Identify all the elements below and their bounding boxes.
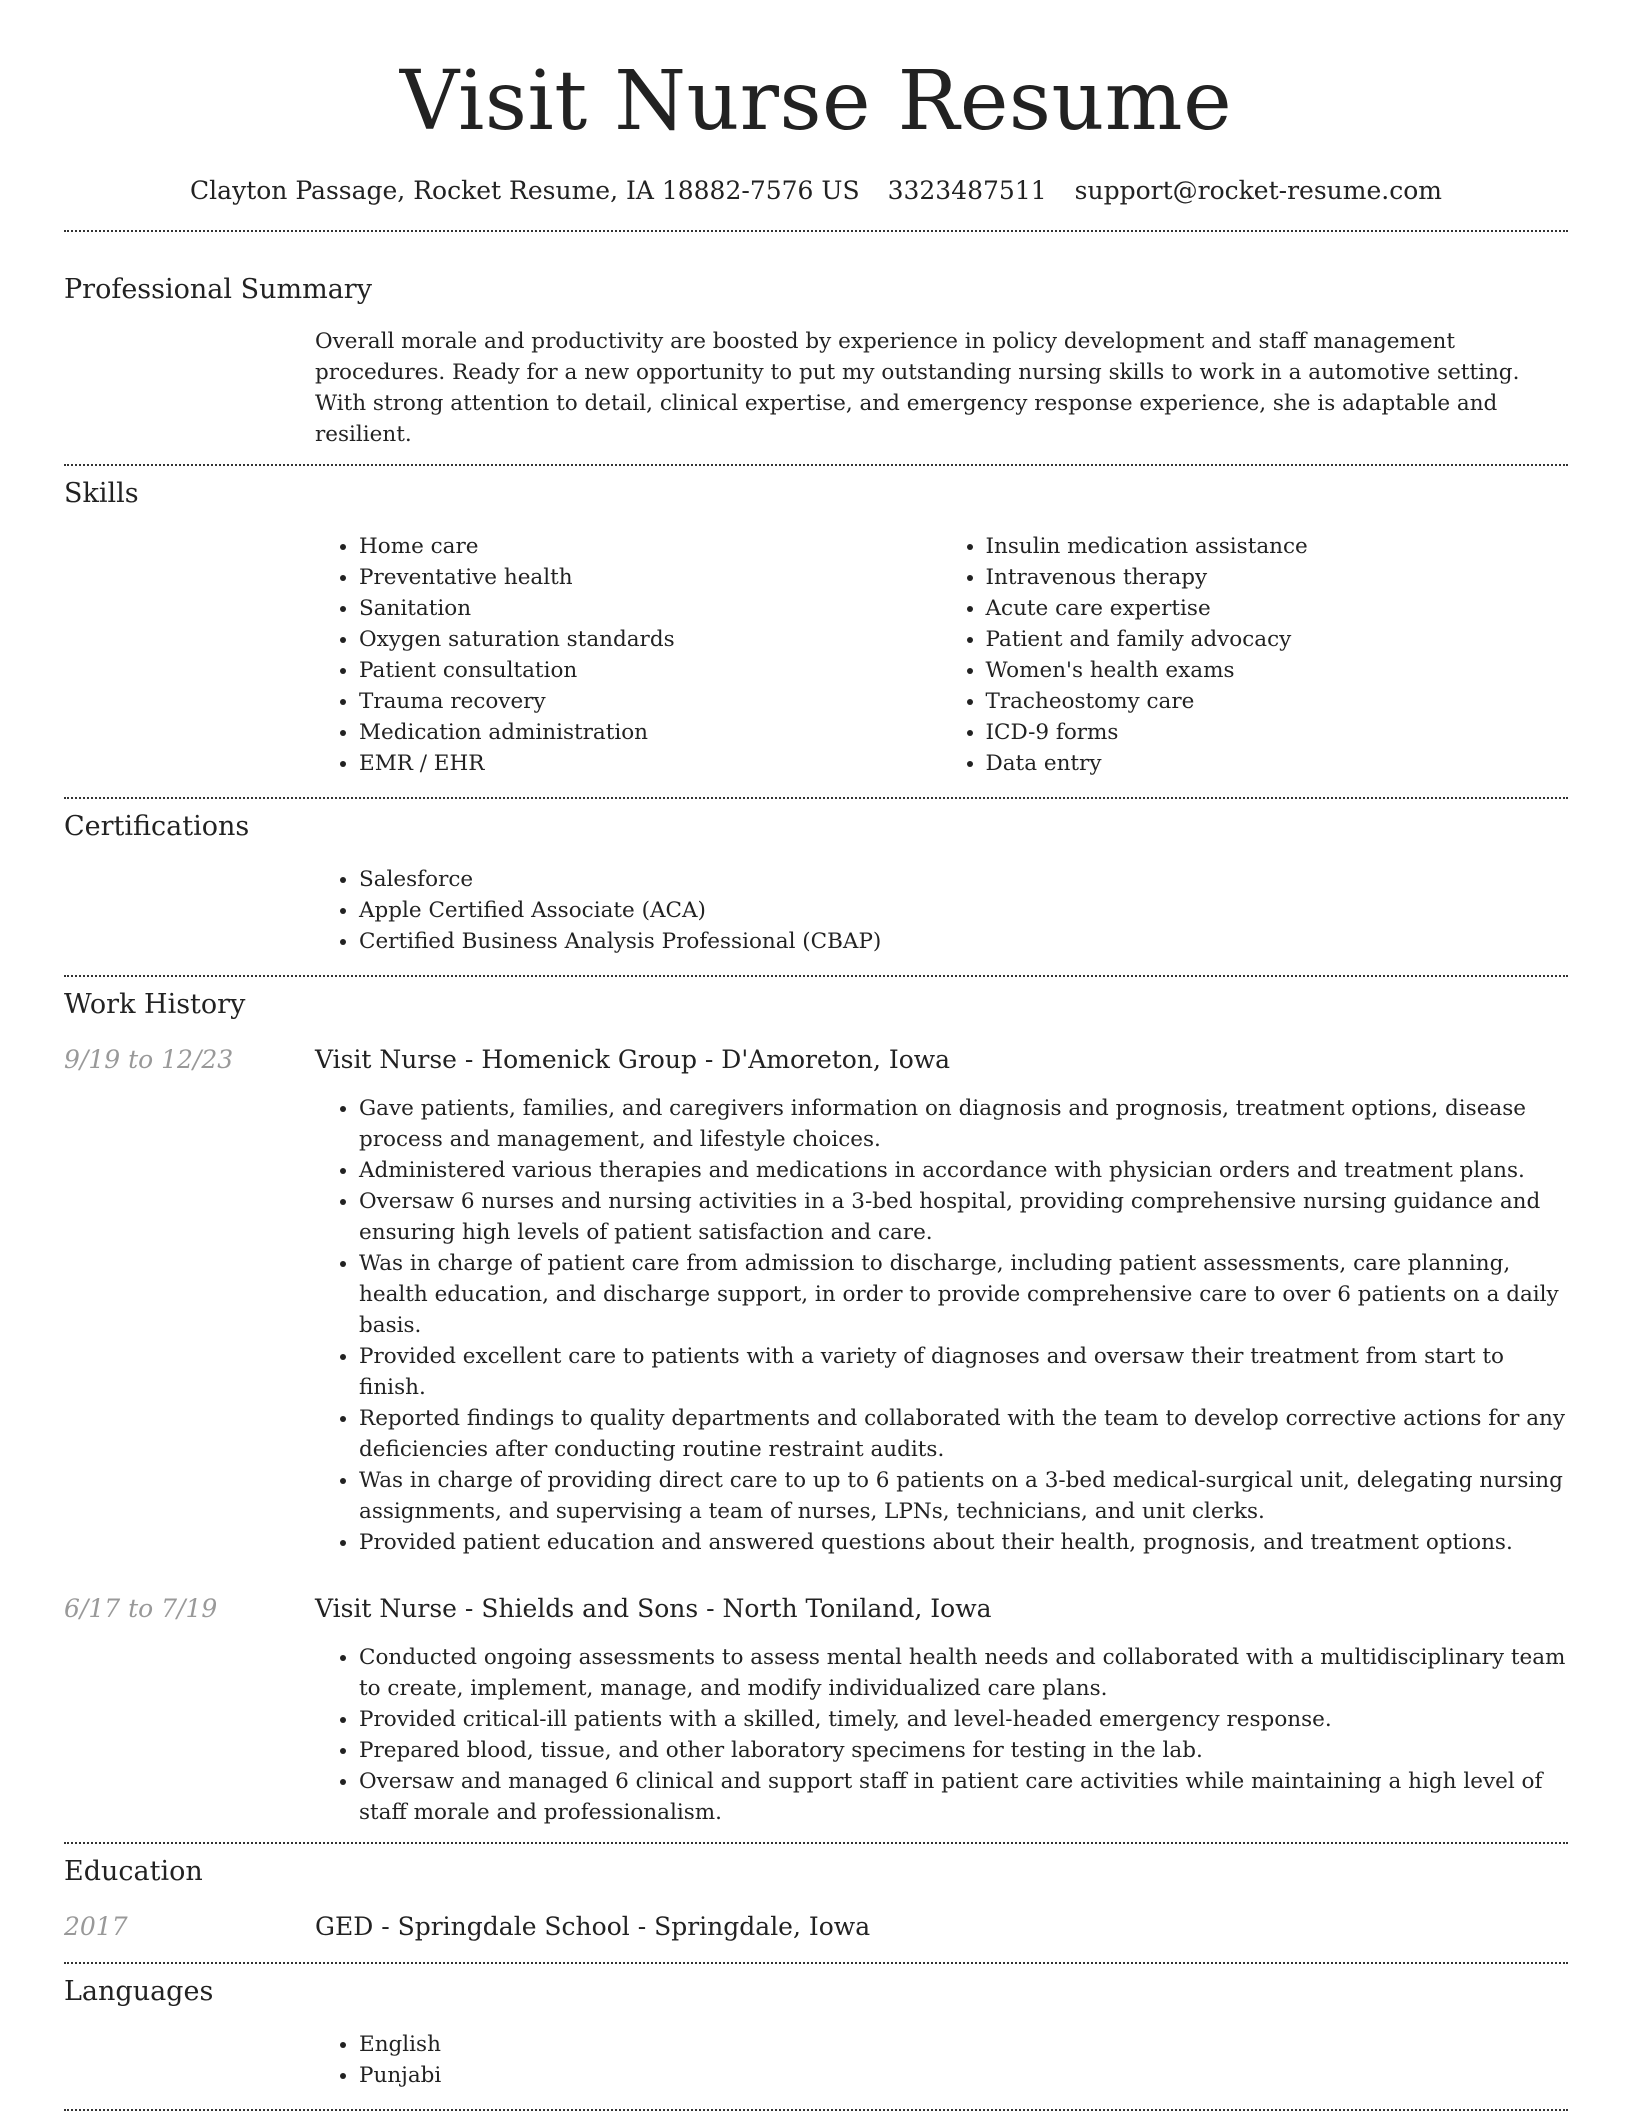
job-bullet: • Administered various therapies and medications in accordance with physician orders and treatment plans. [359, 1155, 1568, 1186]
job-entry [64, 1043, 1568, 1558]
job-bullet: • Was in charge of patient care from admission to discharge, including patient assessments, care planning, health education, and discharge support, in order to provide comprehensive care to over 6 patients on a daily basis. [359, 1248, 1568, 1341]
skill-item: • Patient and family advocacy [986, 624, 1569, 655]
certifications-section [64, 799, 1568, 957]
job-bullet: • Reported findings to quality departments and collaborated with the team to develop corrective actions for any deficiencies after conducting routine restraint audits. [359, 1403, 1568, 1465]
job-bullet: • Provided excellent care to patients with a variety of diagnoses and oversaw their treatment from start to finish. [359, 1341, 1568, 1403]
skill-item: • Intravenous therapy [986, 562, 1569, 593]
skill-item: • Oxygen saturation standards [359, 624, 942, 655]
job-bullet: • Gave patients, families, and caregivers information on diagnosis and prognosis, treatment options, disease process and management, and lifestyle choices. [359, 1093, 1568, 1155]
work-section [64, 977, 1568, 1828]
certification-item: • Certified Business Analysis Professional (CBAP) [359, 926, 1568, 957]
skill-item: • Patient consultation [359, 655, 942, 686]
summary-heading: Professional Summary [64, 274, 372, 305]
job-bullet: • Prepared blood, tissue, and other laboratory specimens for testing in the lab. [359, 1735, 1568, 1766]
skill-item: • Home care [359, 531, 942, 562]
skill-item: • Preventative health [359, 562, 942, 593]
skill-item: • Women's health exams [986, 655, 1569, 686]
skill-item: • Insulin medication assistance [986, 531, 1569, 562]
job-bullet: • Provided patient education and answered questions about their health, prognosis, and treatment options. [359, 1527, 1568, 1558]
languages-list [315, 2029, 1568, 2091]
education-entry [64, 1910, 1568, 1944]
skills-heading: Skills [64, 478, 139, 509]
skill-item: • ICD-9 forms [986, 717, 1569, 748]
education-date: 2017 [64, 1912, 128, 1941]
job-date: 9/19 to 12/23 [64, 1045, 234, 1074]
work-heading: Work History [64, 989, 246, 1020]
certifications-heading: Certifications [64, 811, 250, 842]
skills-section [64, 466, 1568, 779]
language-item: • Punjabi [359, 2060, 1568, 2091]
job-title: Visit Nurse - Homenick Group - D'Amoreton, Iowa [315, 1045, 951, 1074]
page-title: Visit Nurse Resume [399, 54, 1233, 149]
skills-list-right [942, 531, 1569, 779]
job-bullet: • Oversaw 6 nurses and nursing activities in a 3-bed hospital, providing comprehensive nursing guidance and ensuring high levels of patient satisfaction and care. [359, 1186, 1568, 1248]
contact-email: support@rocket-resume.com [1074, 176, 1442, 205]
contact-line [64, 174, 1568, 208]
certification-item: • Apple Certified Associate (ACA) [359, 895, 1568, 926]
education-title: GED - Springdale School - Springdale, Iowa [315, 1912, 871, 1941]
certification-item: • Salesforce [359, 864, 1568, 895]
skill-item: • Tracheostomy care [986, 686, 1569, 717]
languages-heading: Languages [64, 1976, 214, 2007]
skill-item: • Medication administration [359, 717, 942, 748]
language-item: • English [359, 2029, 1568, 2060]
job-date: 6/17 to 7/19 [64, 1594, 218, 1623]
contact-phone: 3323487511 [887, 176, 1047, 205]
education-section [64, 1844, 1568, 1944]
summary-section [64, 232, 1568, 450]
job-title: Visit Nurse - Shields and Sons - North Toniland, Iowa [315, 1594, 992, 1623]
job-bullets [315, 1093, 1568, 1558]
languages-section [64, 1964, 1568, 2091]
skill-item: • Data entry [986, 748, 1569, 779]
education-heading: Education [64, 1856, 203, 1887]
skills-list-left [315, 531, 942, 779]
job-bullet: • Conducted ongoing assessments to assess mental health needs and collaborated with a multidisciplinary team to create, implement, manage, and modify individualized care plans. [359, 1642, 1568, 1704]
job-bullet: • Was in charge of providing direct care to up to 6 patients on a 3-bed medical-surgical unit, delegating nursing assignments, and supervising a team of nurses, LPNs, technicians, and unit clerks. [359, 1465, 1568, 1527]
contact-address: Clayton Passage, Rocket Resume, IA 18882-7576 US [190, 176, 860, 205]
certifications-list [315, 864, 1568, 957]
job-entry [64, 1592, 1568, 1828]
skill-item: • EMR / EHR [359, 748, 942, 779]
summary-text: Overall morale and productivity are boosted by experience in policy development and staff management procedures. Ready for a new opportunity to put my outstanding nursing skills to work in a automotive setting. With strong attention to detail, clinical expertise, and emergency response experience, she is adaptable and resilient. [315, 329, 1520, 447]
job-bullets [315, 1642, 1568, 1828]
skill-item: • Acute care expertise [986, 593, 1569, 624]
skill-item: • Sanitation [359, 593, 942, 624]
divider [64, 2109, 1568, 2111]
job-bullet: • Provided critical-ill patients with a skilled, timely, and level-headed emergency response. [359, 1704, 1568, 1735]
job-bullet: • Oversaw and managed 6 clinical and support staff in patient care activities while maintaining a high level of staff morale and professionalism. [359, 1766, 1568, 1828]
skill-item: • Trauma recovery [359, 686, 942, 717]
